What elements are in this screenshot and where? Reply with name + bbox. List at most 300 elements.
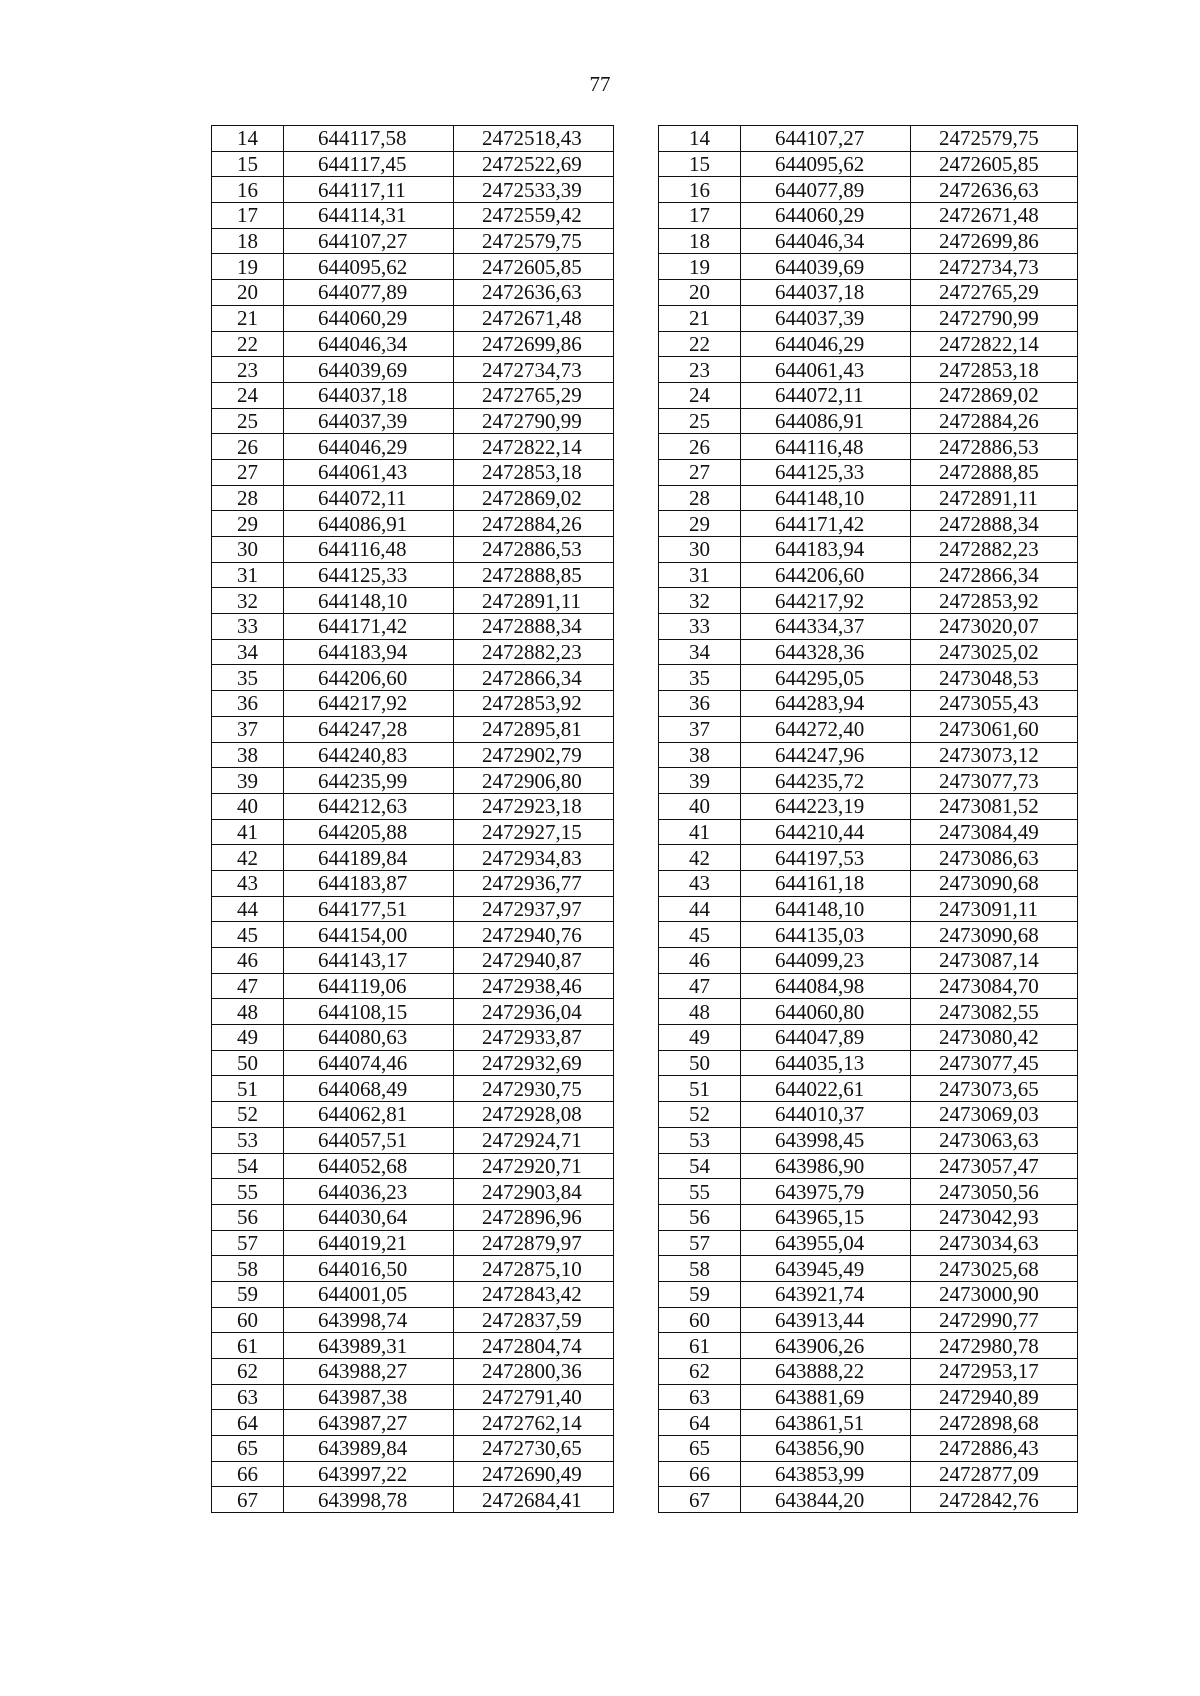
left-y-coordinate-cell: 2472730,65 bbox=[454, 1436, 614, 1462]
column-gap bbox=[614, 716, 659, 742]
left-y-coordinate-cell: 2472875,10 bbox=[454, 1256, 614, 1282]
table-row bbox=[212, 614, 1078, 640]
left-y-coordinate-cell: 2472762,14 bbox=[454, 1410, 614, 1436]
left-point-number-cell: 18 bbox=[212, 228, 284, 254]
left-x-coordinate-cell: 643997,22 bbox=[284, 1461, 454, 1487]
left-y-coordinate-cell: 2472936,77 bbox=[454, 870, 614, 896]
left-y-coordinate-cell: 2472928,08 bbox=[454, 1102, 614, 1128]
table-row bbox=[212, 639, 1078, 665]
left-x-coordinate-cell: 643989,84 bbox=[284, 1436, 454, 1462]
column-gap bbox=[614, 203, 659, 229]
column-gap bbox=[614, 1384, 659, 1410]
left-x-coordinate-cell: 644206,60 bbox=[284, 665, 454, 691]
right-y-coordinate-cell: 2473073,12 bbox=[911, 742, 1078, 768]
left-y-coordinate-cell: 2472934,83 bbox=[454, 845, 614, 871]
table-row bbox=[212, 485, 1078, 511]
left-y-coordinate-cell: 2472936,04 bbox=[454, 999, 614, 1025]
left-point-number-cell: 52 bbox=[212, 1102, 284, 1128]
table-row bbox=[212, 1102, 1078, 1128]
right-x-coordinate-cell: 644206,60 bbox=[741, 562, 911, 588]
left-x-coordinate-cell: 643998,74 bbox=[284, 1307, 454, 1333]
left-x-coordinate-cell: 644235,99 bbox=[284, 768, 454, 794]
left-point-number-cell: 43 bbox=[212, 870, 284, 896]
left-y-coordinate-cell: 2472938,46 bbox=[454, 973, 614, 999]
table-row bbox=[212, 1307, 1078, 1333]
table-row bbox=[212, 382, 1078, 408]
right-x-coordinate-cell: 644084,98 bbox=[741, 973, 911, 999]
right-x-coordinate-cell: 644107,27 bbox=[741, 126, 911, 152]
right-point-number-cell: 60 bbox=[659, 1307, 741, 1333]
right-y-coordinate-cell: 2472636,63 bbox=[911, 177, 1078, 203]
left-y-coordinate-cell: 2472888,85 bbox=[454, 562, 614, 588]
left-point-number-cell: 20 bbox=[212, 280, 284, 306]
right-y-coordinate-cell: 2473086,63 bbox=[911, 845, 1078, 871]
table-row bbox=[212, 691, 1078, 717]
right-y-coordinate-cell: 2472891,11 bbox=[911, 485, 1078, 511]
left-point-number-cell: 54 bbox=[212, 1153, 284, 1179]
column-gap bbox=[614, 1436, 659, 1462]
table-row bbox=[212, 177, 1078, 203]
right-y-coordinate-cell: 2473084,49 bbox=[911, 819, 1078, 845]
table-row bbox=[212, 1384, 1078, 1410]
right-point-number-cell: 67 bbox=[659, 1487, 741, 1513]
left-point-number-cell: 39 bbox=[212, 768, 284, 794]
table-row bbox=[212, 305, 1078, 331]
left-point-number-cell: 50 bbox=[212, 1050, 284, 1076]
left-x-coordinate-cell: 644117,45 bbox=[284, 151, 454, 177]
table-row bbox=[212, 1256, 1078, 1282]
right-y-coordinate-cell: 2473057,47 bbox=[911, 1153, 1078, 1179]
left-y-coordinate-cell: 2472800,36 bbox=[454, 1359, 614, 1385]
column-gap bbox=[614, 485, 659, 511]
right-x-coordinate-cell: 644046,34 bbox=[741, 228, 911, 254]
left-point-number-cell: 48 bbox=[212, 999, 284, 1025]
right-point-number-cell: 38 bbox=[659, 742, 741, 768]
right-y-coordinate-cell: 2472877,09 bbox=[911, 1461, 1078, 1487]
column-gap bbox=[614, 922, 659, 948]
right-point-number-cell: 40 bbox=[659, 793, 741, 819]
right-y-coordinate-cell: 2473087,14 bbox=[911, 948, 1078, 974]
right-x-coordinate-cell: 644116,48 bbox=[741, 434, 911, 460]
left-x-coordinate-cell: 644039,69 bbox=[284, 357, 454, 383]
right-y-coordinate-cell: 2473025,02 bbox=[911, 639, 1078, 665]
right-point-number-cell: 48 bbox=[659, 999, 741, 1025]
left-point-number-cell: 25 bbox=[212, 408, 284, 434]
left-point-number-cell: 19 bbox=[212, 254, 284, 280]
table-row bbox=[212, 845, 1078, 871]
right-point-number-cell: 43 bbox=[659, 870, 741, 896]
right-y-coordinate-cell: 2472842,76 bbox=[911, 1487, 1078, 1513]
right-y-coordinate-cell: 2473000,90 bbox=[911, 1281, 1078, 1307]
right-point-number-cell: 39 bbox=[659, 768, 741, 794]
table-row bbox=[212, 280, 1078, 306]
left-point-number-cell: 49 bbox=[212, 1025, 284, 1051]
right-x-coordinate-cell: 643921,74 bbox=[741, 1281, 911, 1307]
left-y-coordinate-cell: 2472837,59 bbox=[454, 1307, 614, 1333]
left-point-number-cell: 60 bbox=[212, 1307, 284, 1333]
left-x-coordinate-cell: 644060,29 bbox=[284, 305, 454, 331]
right-point-number-cell: 56 bbox=[659, 1204, 741, 1230]
column-gap bbox=[614, 973, 659, 999]
left-point-number-cell: 28 bbox=[212, 485, 284, 511]
left-x-coordinate-cell: 644154,00 bbox=[284, 922, 454, 948]
left-y-coordinate-cell: 2472895,81 bbox=[454, 716, 614, 742]
table-row bbox=[212, 716, 1078, 742]
right-x-coordinate-cell: 643955,04 bbox=[741, 1230, 911, 1256]
left-y-coordinate-cell: 2472937,97 bbox=[454, 896, 614, 922]
right-x-coordinate-cell: 643945,49 bbox=[741, 1256, 911, 1282]
left-x-coordinate-cell: 644205,88 bbox=[284, 819, 454, 845]
right-x-coordinate-cell: 644060,80 bbox=[741, 999, 911, 1025]
right-x-coordinate-cell: 644046,29 bbox=[741, 331, 911, 357]
right-x-coordinate-cell: 644210,44 bbox=[741, 819, 911, 845]
right-x-coordinate-cell: 644061,43 bbox=[741, 357, 911, 383]
table-row bbox=[212, 228, 1078, 254]
right-point-number-cell: 54 bbox=[659, 1153, 741, 1179]
right-point-number-cell: 51 bbox=[659, 1076, 741, 1102]
left-x-coordinate-cell: 643998,78 bbox=[284, 1487, 454, 1513]
right-point-number-cell: 36 bbox=[659, 691, 741, 717]
table-row bbox=[212, 151, 1078, 177]
left-y-coordinate-cell: 2472533,39 bbox=[454, 177, 614, 203]
right-x-coordinate-cell: 644099,23 bbox=[741, 948, 911, 974]
right-y-coordinate-cell: 2472866,34 bbox=[911, 562, 1078, 588]
right-x-coordinate-cell: 644283,94 bbox=[741, 691, 911, 717]
left-x-coordinate-cell: 644062,81 bbox=[284, 1102, 454, 1128]
left-x-coordinate-cell: 644074,46 bbox=[284, 1050, 454, 1076]
left-point-number-cell: 57 bbox=[212, 1230, 284, 1256]
right-y-coordinate-cell: 2472765,29 bbox=[911, 280, 1078, 306]
right-y-coordinate-cell: 2472990,77 bbox=[911, 1307, 1078, 1333]
column-gap bbox=[614, 1076, 659, 1102]
column-gap bbox=[614, 614, 659, 640]
right-x-coordinate-cell: 644235,72 bbox=[741, 768, 911, 794]
left-y-coordinate-cell: 2472790,99 bbox=[454, 408, 614, 434]
right-y-coordinate-cell: 2473077,73 bbox=[911, 768, 1078, 794]
table-row bbox=[212, 999, 1078, 1025]
left-x-coordinate-cell: 644016,50 bbox=[284, 1256, 454, 1282]
right-x-coordinate-cell: 644272,40 bbox=[741, 716, 911, 742]
right-point-number-cell: 52 bbox=[659, 1102, 741, 1128]
left-x-coordinate-cell: 644117,11 bbox=[284, 177, 454, 203]
table-row bbox=[212, 1333, 1078, 1359]
left-point-number-cell: 51 bbox=[212, 1076, 284, 1102]
right-x-coordinate-cell: 644035,13 bbox=[741, 1050, 911, 1076]
right-x-coordinate-cell: 644328,36 bbox=[741, 639, 911, 665]
left-point-number-cell: 67 bbox=[212, 1487, 284, 1513]
left-point-number-cell: 62 bbox=[212, 1359, 284, 1385]
left-y-coordinate-cell: 2472930,75 bbox=[454, 1076, 614, 1102]
right-y-coordinate-cell: 2472884,26 bbox=[911, 408, 1078, 434]
left-point-number-cell: 21 bbox=[212, 305, 284, 331]
right-point-number-cell: 42 bbox=[659, 845, 741, 871]
right-point-number-cell: 57 bbox=[659, 1230, 741, 1256]
right-x-coordinate-cell: 644037,18 bbox=[741, 280, 911, 306]
right-point-number-cell: 20 bbox=[659, 280, 741, 306]
right-point-number-cell: 31 bbox=[659, 562, 741, 588]
right-x-coordinate-cell: 644060,29 bbox=[741, 203, 911, 229]
right-point-number-cell: 26 bbox=[659, 434, 741, 460]
right-point-number-cell: 50 bbox=[659, 1050, 741, 1076]
left-y-coordinate-cell: 2472699,86 bbox=[454, 331, 614, 357]
left-y-coordinate-cell: 2472690,49 bbox=[454, 1461, 614, 1487]
right-x-coordinate-cell: 644217,92 bbox=[741, 588, 911, 614]
left-y-coordinate-cell: 2472924,71 bbox=[454, 1127, 614, 1153]
left-x-coordinate-cell: 644037,39 bbox=[284, 408, 454, 434]
right-y-coordinate-cell: 2473082,55 bbox=[911, 999, 1078, 1025]
right-x-coordinate-cell: 644125,33 bbox=[741, 459, 911, 485]
column-gap bbox=[614, 639, 659, 665]
column-gap bbox=[614, 793, 659, 819]
column-gap bbox=[614, 511, 659, 537]
column-gap bbox=[614, 459, 659, 485]
table-row bbox=[212, 562, 1078, 588]
right-y-coordinate-cell: 2473063,63 bbox=[911, 1127, 1078, 1153]
left-x-coordinate-cell: 644247,28 bbox=[284, 716, 454, 742]
column-gap bbox=[614, 1333, 659, 1359]
left-point-number-cell: 24 bbox=[212, 382, 284, 408]
left-y-coordinate-cell: 2472765,29 bbox=[454, 382, 614, 408]
left-point-number-cell: 40 bbox=[212, 793, 284, 819]
right-y-coordinate-cell: 2472886,53 bbox=[911, 434, 1078, 460]
page-number: 77 bbox=[589, 72, 611, 96]
right-x-coordinate-cell: 644148,10 bbox=[741, 485, 911, 511]
right-point-number-cell: 17 bbox=[659, 203, 741, 229]
right-point-number-cell: 47 bbox=[659, 973, 741, 999]
right-x-coordinate-cell: 644148,10 bbox=[741, 896, 911, 922]
left-point-number-cell: 17 bbox=[212, 203, 284, 229]
right-point-number-cell: 63 bbox=[659, 1384, 741, 1410]
right-x-coordinate-cell: 644135,03 bbox=[741, 922, 911, 948]
left-point-number-cell: 34 bbox=[212, 639, 284, 665]
right-point-number-cell: 18 bbox=[659, 228, 741, 254]
right-y-coordinate-cell: 2473061,60 bbox=[911, 716, 1078, 742]
right-x-coordinate-cell: 644022,61 bbox=[741, 1076, 911, 1102]
right-point-number-cell: 44 bbox=[659, 896, 741, 922]
column-gap bbox=[614, 1461, 659, 1487]
column-gap bbox=[614, 588, 659, 614]
right-point-number-cell: 22 bbox=[659, 331, 741, 357]
table-row bbox=[212, 1076, 1078, 1102]
right-x-coordinate-cell: 644077,89 bbox=[741, 177, 911, 203]
column-gap bbox=[614, 999, 659, 1025]
left-point-number-cell: 61 bbox=[212, 1333, 284, 1359]
right-point-number-cell: 37 bbox=[659, 716, 741, 742]
right-point-number-cell: 19 bbox=[659, 254, 741, 280]
left-point-number-cell: 31 bbox=[212, 562, 284, 588]
right-y-coordinate-cell: 2473069,03 bbox=[911, 1102, 1078, 1128]
right-point-number-cell: 61 bbox=[659, 1333, 741, 1359]
column-gap bbox=[614, 1359, 659, 1385]
right-y-coordinate-cell: 2473050,56 bbox=[911, 1179, 1078, 1205]
table-row bbox=[212, 1359, 1078, 1385]
right-point-number-cell: 62 bbox=[659, 1359, 741, 1385]
left-y-coordinate-cell: 2472671,48 bbox=[454, 305, 614, 331]
right-point-number-cell: 59 bbox=[659, 1281, 741, 1307]
right-y-coordinate-cell: 2472869,02 bbox=[911, 382, 1078, 408]
left-x-coordinate-cell: 643988,27 bbox=[284, 1359, 454, 1385]
right-x-coordinate-cell: 644223,19 bbox=[741, 793, 911, 819]
column-gap bbox=[614, 845, 659, 871]
right-x-coordinate-cell: 644072,11 bbox=[741, 382, 911, 408]
right-x-coordinate-cell: 644039,69 bbox=[741, 254, 911, 280]
right-x-coordinate-cell: 644161,18 bbox=[741, 870, 911, 896]
right-x-coordinate-cell: 644171,42 bbox=[741, 511, 911, 537]
right-y-coordinate-cell: 2472898,68 bbox=[911, 1410, 1078, 1436]
right-y-coordinate-cell: 2473077,45 bbox=[911, 1050, 1078, 1076]
left-x-coordinate-cell: 644125,33 bbox=[284, 562, 454, 588]
table-row bbox=[212, 408, 1078, 434]
left-x-coordinate-cell: 644052,68 bbox=[284, 1153, 454, 1179]
table-row bbox=[212, 331, 1078, 357]
column-gap bbox=[614, 1410, 659, 1436]
right-y-coordinate-cell: 2473048,53 bbox=[911, 665, 1078, 691]
table-row bbox=[212, 1461, 1078, 1487]
column-gap bbox=[614, 768, 659, 794]
left-x-coordinate-cell: 644019,21 bbox=[284, 1230, 454, 1256]
column-gap bbox=[614, 742, 659, 768]
left-y-coordinate-cell: 2472636,63 bbox=[454, 280, 614, 306]
left-point-number-cell: 59 bbox=[212, 1281, 284, 1307]
right-x-coordinate-cell: 643998,45 bbox=[741, 1127, 911, 1153]
right-x-coordinate-cell: 643975,79 bbox=[741, 1179, 911, 1205]
left-point-number-cell: 53 bbox=[212, 1127, 284, 1153]
left-y-coordinate-cell: 2472734,73 bbox=[454, 357, 614, 383]
table-row bbox=[212, 819, 1078, 845]
left-y-coordinate-cell: 2472853,92 bbox=[454, 691, 614, 717]
left-y-coordinate-cell: 2472932,69 bbox=[454, 1050, 614, 1076]
right-x-coordinate-cell: 644183,94 bbox=[741, 537, 911, 563]
left-point-number-cell: 30 bbox=[212, 537, 284, 563]
right-y-coordinate-cell: 2472980,78 bbox=[911, 1333, 1078, 1359]
left-y-coordinate-cell: 2472923,18 bbox=[454, 793, 614, 819]
right-x-coordinate-cell: 644334,37 bbox=[741, 614, 911, 640]
column-gap bbox=[614, 1256, 659, 1282]
coordinates-table bbox=[211, 125, 1078, 1513]
table-row bbox=[212, 511, 1078, 537]
column-gap bbox=[614, 1127, 659, 1153]
column-gap bbox=[614, 1307, 659, 1333]
left-point-number-cell: 45 bbox=[212, 922, 284, 948]
left-x-coordinate-cell: 644177,51 bbox=[284, 896, 454, 922]
right-point-number-cell: 30 bbox=[659, 537, 741, 563]
right-y-coordinate-cell: 2473073,65 bbox=[911, 1076, 1078, 1102]
right-y-coordinate-cell: 2473084,70 bbox=[911, 973, 1078, 999]
left-point-number-cell: 64 bbox=[212, 1410, 284, 1436]
right-y-coordinate-cell: 2473080,42 bbox=[911, 1025, 1078, 1051]
table-row bbox=[212, 922, 1078, 948]
left-x-coordinate-cell: 644046,29 bbox=[284, 434, 454, 460]
column-gap bbox=[614, 1179, 659, 1205]
right-x-coordinate-cell: 644010,37 bbox=[741, 1102, 911, 1128]
right-y-coordinate-cell: 2472886,43 bbox=[911, 1436, 1078, 1462]
left-y-coordinate-cell: 2472882,23 bbox=[454, 639, 614, 665]
left-point-number-cell: 22 bbox=[212, 331, 284, 357]
table-row bbox=[212, 742, 1078, 768]
left-point-number-cell: 32 bbox=[212, 588, 284, 614]
table-row bbox=[212, 588, 1078, 614]
column-gap bbox=[614, 228, 659, 254]
left-point-number-cell: 46 bbox=[212, 948, 284, 974]
column-gap bbox=[614, 1281, 659, 1307]
table-row bbox=[212, 793, 1078, 819]
left-y-coordinate-cell: 2472853,18 bbox=[454, 459, 614, 485]
left-y-coordinate-cell: 2472906,80 bbox=[454, 768, 614, 794]
table-row bbox=[212, 665, 1078, 691]
left-x-coordinate-cell: 643987,38 bbox=[284, 1384, 454, 1410]
left-point-number-cell: 35 bbox=[212, 665, 284, 691]
left-x-coordinate-cell: 644114,31 bbox=[284, 203, 454, 229]
left-x-coordinate-cell: 644189,84 bbox=[284, 845, 454, 871]
column-gap bbox=[614, 537, 659, 563]
right-point-number-cell: 64 bbox=[659, 1410, 741, 1436]
table-row bbox=[212, 973, 1078, 999]
right-y-coordinate-cell: 2472699,86 bbox=[911, 228, 1078, 254]
left-y-coordinate-cell: 2472879,97 bbox=[454, 1230, 614, 1256]
left-x-coordinate-cell: 643989,31 bbox=[284, 1333, 454, 1359]
right-point-number-cell: 14 bbox=[659, 126, 741, 152]
column-gap bbox=[614, 1025, 659, 1051]
column-gap bbox=[614, 1102, 659, 1128]
table-row bbox=[212, 1436, 1078, 1462]
table-row bbox=[212, 357, 1078, 383]
left-point-number-cell: 41 bbox=[212, 819, 284, 845]
left-x-coordinate-cell: 644183,87 bbox=[284, 870, 454, 896]
left-y-coordinate-cell: 2472804,74 bbox=[454, 1333, 614, 1359]
table-row bbox=[212, 459, 1078, 485]
right-y-coordinate-cell: 2473042,93 bbox=[911, 1204, 1078, 1230]
right-x-coordinate-cell: 643856,90 bbox=[741, 1436, 911, 1462]
left-point-number-cell: 65 bbox=[212, 1436, 284, 1462]
left-x-coordinate-cell: 644116,48 bbox=[284, 537, 454, 563]
left-y-coordinate-cell: 2472933,87 bbox=[454, 1025, 614, 1051]
left-y-coordinate-cell: 2472684,41 bbox=[454, 1487, 614, 1513]
left-x-coordinate-cell: 644217,92 bbox=[284, 691, 454, 717]
table-row bbox=[212, 870, 1078, 896]
left-x-coordinate-cell: 644046,34 bbox=[284, 331, 454, 357]
column-gap bbox=[614, 331, 659, 357]
left-x-coordinate-cell: 644072,11 bbox=[284, 485, 454, 511]
column-gap bbox=[614, 434, 659, 460]
right-y-coordinate-cell: 2473090,68 bbox=[911, 870, 1078, 896]
right-point-number-cell: 55 bbox=[659, 1179, 741, 1205]
left-x-coordinate-cell: 644068,49 bbox=[284, 1076, 454, 1102]
table-row bbox=[212, 1179, 1078, 1205]
right-x-coordinate-cell: 643913,44 bbox=[741, 1307, 911, 1333]
right-y-coordinate-cell: 2472790,99 bbox=[911, 305, 1078, 331]
right-y-coordinate-cell: 2473081,52 bbox=[911, 793, 1078, 819]
left-point-number-cell: 58 bbox=[212, 1256, 284, 1282]
left-x-coordinate-cell: 644148,10 bbox=[284, 588, 454, 614]
left-y-coordinate-cell: 2472940,87 bbox=[454, 948, 614, 974]
left-x-coordinate-cell: 644037,18 bbox=[284, 382, 454, 408]
left-point-number-cell: 16 bbox=[212, 177, 284, 203]
right-y-coordinate-cell: 2472882,23 bbox=[911, 537, 1078, 563]
right-y-coordinate-cell: 2472671,48 bbox=[911, 203, 1078, 229]
left-point-number-cell: 42 bbox=[212, 845, 284, 871]
table-row bbox=[212, 1025, 1078, 1051]
table-row bbox=[212, 537, 1078, 563]
left-y-coordinate-cell: 2472518,43 bbox=[454, 126, 614, 152]
right-point-number-cell: 49 bbox=[659, 1025, 741, 1051]
left-y-coordinate-cell: 2472920,71 bbox=[454, 1153, 614, 1179]
right-x-coordinate-cell: 643861,51 bbox=[741, 1410, 911, 1436]
left-x-coordinate-cell: 644143,17 bbox=[284, 948, 454, 974]
table-row bbox=[212, 768, 1078, 794]
column-gap bbox=[614, 151, 659, 177]
table-row bbox=[212, 254, 1078, 280]
right-point-number-cell: 15 bbox=[659, 151, 741, 177]
